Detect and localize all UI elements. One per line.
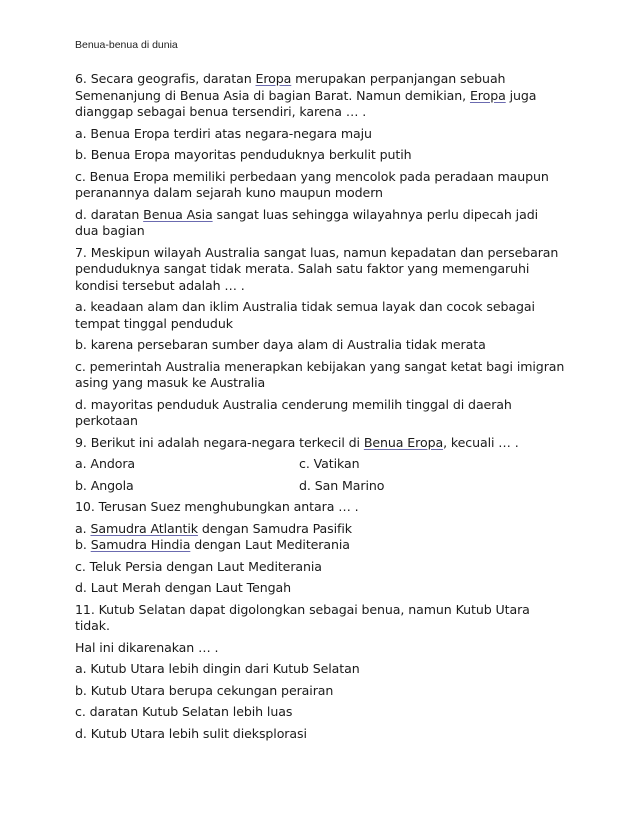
question-7-option-c: c. pemerintah Australia menerapkan kebijakan yang sangat ketat bagi imigran asing yang masuk ke Australia — [75, 358, 565, 390]
question-10-option-b — [75, 537, 565, 554]
text-segment: b. — [75, 537, 91, 552]
question-11-option-d: d. Kutub Utara lebih sulit dieksplorasi — [75, 725, 307, 741]
question-content — [75, 71, 565, 747]
question-11-stem-2: Hal ini dikarenakan … . — [75, 639, 219, 655]
text-segment: dengan Laut Mediterania — [190, 537, 350, 552]
text-segment: 9. Berikut ini adalah negara-negara terkecil di — [75, 434, 364, 450]
question-6-option-a: a. Benua Eropa terdiri atas negara-negara maju — [75, 125, 372, 141]
link-benua-eropa[interactable]: Benua Eropa — [363, 434, 444, 450]
text-segment: dengan Samudra Pasifik — [197, 520, 352, 536]
question-9-option-c: c. Vatikan — [299, 456, 360, 471]
link-benua-asia[interactable]: Benua Asia — [143, 206, 213, 222]
question-7-option-b: b. karena persebaran sumber daya alam di Australia tidak merata — [75, 337, 486, 352]
link-eropa-2[interactable]: Eropa — [469, 87, 506, 103]
question-11-option-b: b. Kutub Utara berupa cekungan perairan — [75, 682, 334, 698]
question-6-option-c: c. Benua Eropa memiliki perbedaan yang mencolok pada peradaan maupun peranannya dalam sejarah kuno maupun modern — [75, 168, 549, 200]
text-segment: merupakan perpanjangan sebuah Semenanjung di Benua Asia di bagian Barat. Namun demikian, — [75, 71, 506, 103]
text-segment: sangat luas sehingga wilayahnya perlu dipecah jadi dua bagian — [75, 206, 538, 238]
question-11-stem: 11. Kutub Selatan dapat digolongkan sebagai benua, namun Kutub Utara tidak. — [75, 601, 530, 633]
page-header: Benua-benua di dunia — [75, 39, 178, 51]
question-9-options-row-1 — [75, 456, 565, 473]
question-6-stem — [75, 71, 565, 121]
question-9-option-d: d. San Marino — [299, 477, 385, 493]
text-segment: juga dianggap sebagai benua tersendiri, karena … . — [75, 87, 537, 119]
question-7-option-a: a. keadaan alam dan iklim Australia tidak semua layak dan cocok sebagai tempat tinggal penduduk — [75, 299, 535, 331]
text-segment: 6. Secara geografis, daratan — [75, 71, 256, 86]
question-9-option-a: a. Andora — [75, 456, 136, 471]
question-9-stem — [75, 435, 565, 452]
question-9-options-row-2 — [75, 478, 565, 495]
question-9-option-b: b. Angola — [75, 477, 134, 493]
text-segment: d. daratan — [75, 206, 144, 222]
question-6-option-d — [75, 207, 565, 240]
question-11-option-c: c. daratan Kutub Selatan lebih luas — [75, 704, 293, 719]
question-6-option-b: b. Benua Eropa mayoritas penduduknya berkulit putih — [75, 147, 412, 162]
link-samudra-hindia[interactable]: Samudra Hindia — [90, 537, 191, 552]
text-segment: a. — [75, 520, 91, 536]
question-10-option-d: d. Laut Merah dengan Laut Tengah — [75, 580, 292, 595]
question-7-option-d: d. mayoritas penduduk Australia cenderung memilih tinggal di daerah perkotaan — [75, 396, 512, 428]
link-eropa[interactable]: Eropa — [255, 71, 292, 86]
text-segment: , kecuali … . — [443, 434, 519, 450]
question-10-option-c: c. Teluk Persia dengan Laut Mediterania — [75, 558, 322, 574]
question-10-option-a — [75, 521, 565, 538]
question-10-stem: 10. Terusan Suez menghubungkan antara … . — [75, 499, 359, 514]
link-samudra-atlantik[interactable]: Samudra Atlantik — [90, 520, 198, 536]
question-11-option-a: a. Kutub Utara lebih dingin dari Kutub Selatan — [75, 661, 360, 676]
question-7-stem: 7. Meskipun wilayah Australia sangat luas, namun kepadatan dan persebaran penduduknya sangat tidak merata. Salah satu faktor yang memengaruhi kondisi tersebut adalah … . — [75, 244, 559, 293]
